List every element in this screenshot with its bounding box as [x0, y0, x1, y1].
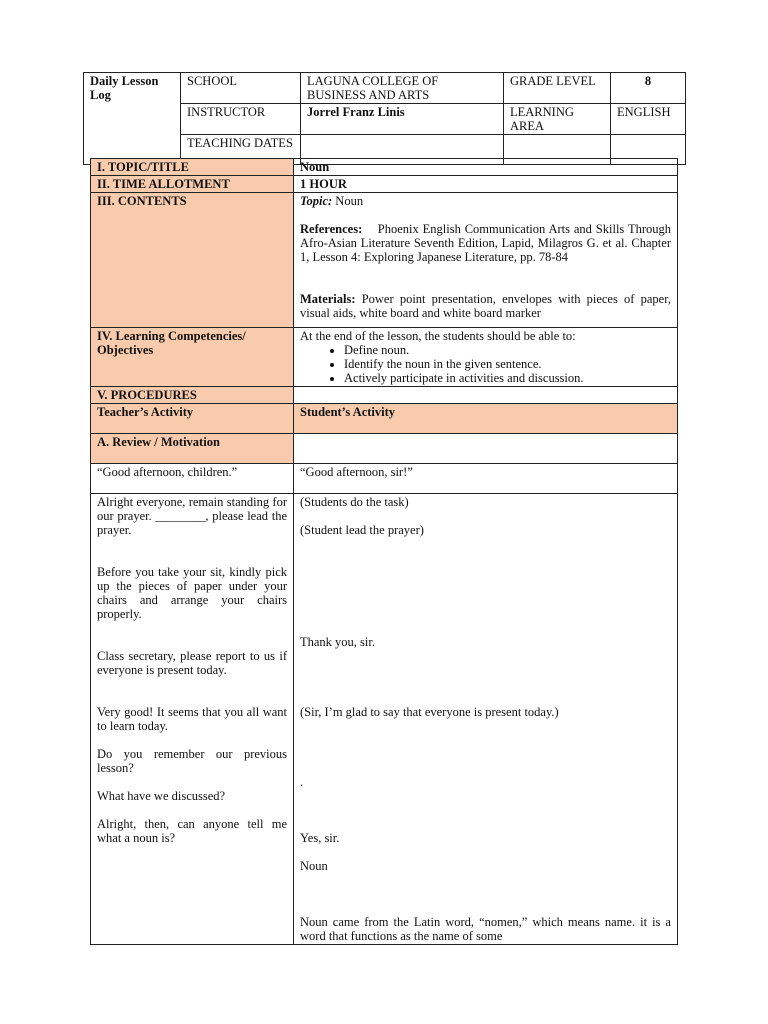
- time-label: II. TIME ALLOTMENT: [91, 176, 294, 193]
- area-value: ENGLISH: [611, 104, 686, 135]
- lesson-table: [90, 158, 678, 945]
- teacher-dialogue: Alright everyone, remain standing for our prayer. ________, please lead the prayer. Before you take your sit, kindly pick up the pieces of paper under your chairs and arrange your chairs properly. Class secretary, please report to us if everyone is present today. Very good! It seems that you all want to learn today. Do you remember our previous lesson? What have we discussed? Alright, then, can anyone tell me what a noun is?: [91, 494, 294, 945]
- procedures-empty: [294, 387, 678, 404]
- instructor-value: Jorrel Franz Linis: [301, 104, 504, 135]
- topic-label: I. TOPIC/TITLE: [91, 159, 294, 176]
- instructor-label: INSTRUCTOR: [181, 104, 301, 135]
- greeting-student: “Good afternoon, sir!”: [294, 464, 678, 494]
- grade-label: GRADE LEVEL: [504, 73, 611, 104]
- objectives-value: At the end of the lesson, the students should be able to: • Define noun. • Identify the noun in the given sentence. • Actively participate in activities and discussion.: [294, 328, 678, 387]
- student-activity-header: Student’s Activity: [294, 404, 678, 434]
- objectives-list: [300, 343, 671, 385]
- greeting-teacher: “Good afternoon, children.”: [91, 464, 294, 494]
- teacher-activity-header: Teacher’s Activity: [91, 404, 294, 434]
- objectives-label: IV. Learning Competencies/ Objectives: [91, 328, 294, 387]
- daily-log-label: Daily Lesson Log: [84, 73, 181, 165]
- procedures-label: V. PROCEDURES: [91, 387, 294, 404]
- topic-value: Noun: [294, 159, 678, 176]
- grade-value: 8: [611, 73, 686, 104]
- contents-label: III. CONTENTS: [91, 193, 294, 328]
- review-label: A. Review / Motivation: [91, 434, 294, 464]
- objective-item: • Actively participate in activities and discussion.: [344, 371, 671, 385]
- review-empty: [294, 434, 678, 464]
- contents-value: Topic: Noun References: Phoenix English Communication Arts and Skills Through Afro-Asian Literature Seventh Edition, Lapid, Milagros G. et al. Chapter 1, Lesson 4: Exploring Japanese Literature, pp. 78-84 Materials: Power point presentation, envelopes with pieces of paper, visual aids, white board and white board marker: [294, 193, 678, 328]
- dates-label: TEACHING DATES: [181, 135, 301, 165]
- school-label: SCHOOL: [181, 73, 301, 104]
- objective-item: • Define noun.: [344, 343, 671, 357]
- area-label: LEARNING AREA: [504, 104, 611, 135]
- objective-item: • Identify the noun in the given sentence.: [344, 357, 671, 371]
- time-value: 1 HOUR: [294, 176, 678, 193]
- student-dialogue: (Students do the task) (Student lead the prayer) Thank you, sir. (Sir, I’m glad to say that everyone is present today.) . Yes, sir. Noun Noun came from the Latin word, “nomen,” which means name. it is a word that functions as the name of some: [294, 494, 678, 945]
- school-value: LAGUNA COLLEGE OF BUSINESS AND ARTS: [301, 73, 504, 104]
- header-table: [83, 72, 686, 165]
